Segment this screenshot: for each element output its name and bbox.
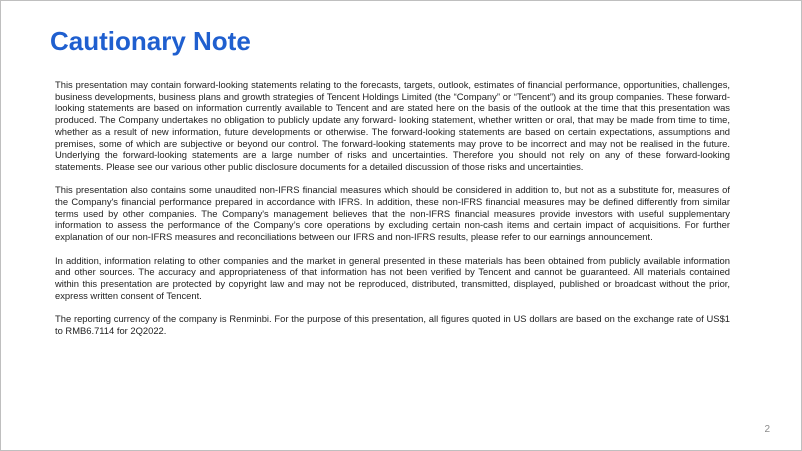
cautionary-note-body [55,79,730,348]
paragraph-forward-looking: This presentation may contain forward-looking statements relating to the forecasts, targets, outlook, estimates of financial performance, opportunities, challenges, business developments, business plans and growth strategies of Tencent Holdings Limited (the “Company” or “Tencent”) and its group companies. These forward-looking statements are based on information currently available to Tencent and are stated here on the basis of the outlook at the time that this presentation was produced. The Company undertakes no obligation to publicly update any forward- looking statement, whether written or oral, that may be made from time to time, whether as a result of new information, future developments or otherwise. The forward-looking statements are based on certain expectations, assumptions and premises, some of which are subjective or beyond our control. The forward-looking statements may prove to be incorrect and may not be realised in the future. Underlying the forward-looking statements are a large number of risks and uncertainties. Therefore you should not rely on any of these forward-looking statements. Please see our various other public disclosure documents for a detailed discussion of those risks and uncertainties. [55,79,730,172]
paragraph-third-party-info: In addition, information relating to other companies and the market in general presented in these materials has been obtained from publicly available information and other sources. The accuracy and appropriateness of that information has not been verified by Tencent and cannot be guaranteed. All materials contained within this presentation are protected by copyright law and may not be reproduced, distributed, transmitted, displayed, published or broadcast without the prior, express written consent of Tencent. [55,254,730,301]
paragraph-reporting-currency: The reporting currency of the company is Renminbi. For the purpose of this presentation, all figures quoted in US dollars are based on the exchange rate of US$1 to RMB6.7114 for 2Q2022. [55,313,730,336]
page-number: 2 [764,424,770,435]
paragraph-non-ifrs: This presentation also contains some unaudited non-IFRS financial measures which should be considered in addition to, but not as a substitute for, measures of the Company's financial performance prepared in accordance with IFRS. In addition, these non-IFRS financial measures may be defined differently from similar terms used by other companies. The Company's management believes that the non-IFRS financial measures provide investors with useful supplementary information to assess the performance of the Company’s core operations by excluding certain non-cash items and certain impact of acquisitions. For further explanation of our non-IFRS measures and reconciliations between our IFRS and non-IFRS results, please refer to our earnings announcement. [55,184,730,243]
slide-title: Cautionary Note [50,26,251,56]
